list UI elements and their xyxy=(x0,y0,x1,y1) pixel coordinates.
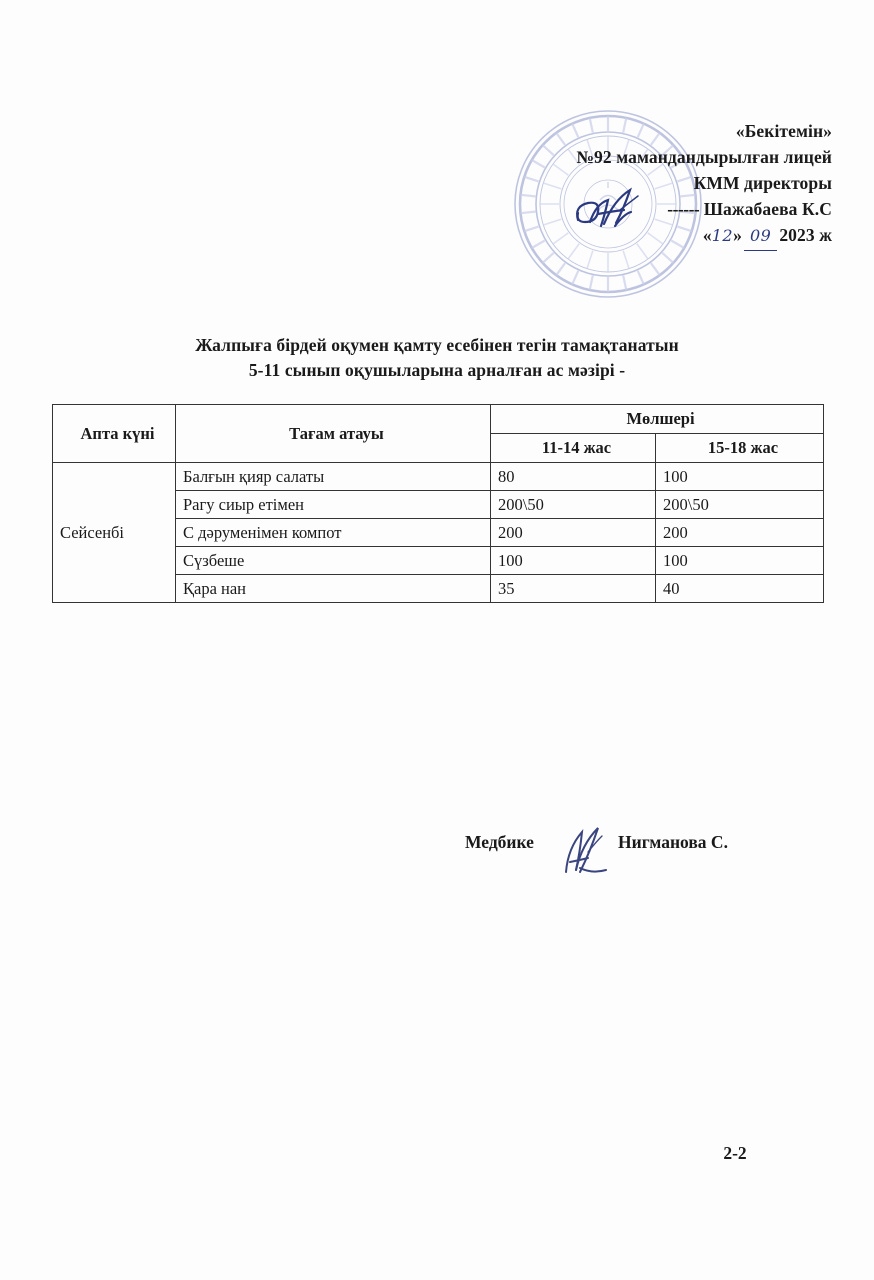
cell-amount-11-14: 35 xyxy=(491,575,656,603)
header-day: Апта күні xyxy=(53,405,176,463)
approval-line-2: №92 мамандандырылған лицей xyxy=(576,147,832,167)
nurse-name: Нигманова С. xyxy=(618,832,728,852)
document-title-line-1: Жалпыға бірдей оқумен қамту есебінен тегін тамақтанатын xyxy=(195,335,679,355)
cell-dish-name: Балғын қияр салаты xyxy=(176,463,491,491)
table-header-row-1 xyxy=(53,405,824,434)
menu-table-head xyxy=(53,405,824,463)
approval-line-1: «Бекітемін» xyxy=(735,121,832,141)
date-close-quote: » xyxy=(733,225,742,245)
document-title-line-2: 5-11 сынып оқушыларына арналған ас мәзірі - xyxy=(248,360,626,380)
date-day-handwritten: 12 xyxy=(711,226,734,245)
cell-amount-11-14: 200 xyxy=(491,519,656,547)
cell-dish-name: Қара нан xyxy=(176,575,491,603)
nurse-role-label: Медбике xyxy=(465,832,534,852)
cell-amount-15-18: 40 xyxy=(656,575,824,603)
cell-amount-15-18: 200 xyxy=(656,519,824,547)
page-number: 2-2 xyxy=(723,1143,747,1163)
approval-date-line xyxy=(430,222,832,251)
nurse-handwritten-signature xyxy=(558,822,626,876)
cell-amount-11-14: 200\50 xyxy=(491,491,656,519)
table-row xyxy=(53,463,824,491)
header-dish: Тағам атауы xyxy=(176,405,491,463)
cell-dish-name: Рагу сиыр етімен xyxy=(176,491,491,519)
cell-dish-name: Сүзбеше xyxy=(176,547,491,575)
cell-amount-11-14: 80 xyxy=(491,463,656,491)
menu-table xyxy=(52,404,824,603)
cell-day-name: Сейсенбі xyxy=(53,463,176,603)
date-open-quote: « xyxy=(702,225,712,245)
cell-amount-15-18: 200\50 xyxy=(656,491,824,519)
cell-amount-15-18: 100 xyxy=(656,547,824,575)
approval-line-3: КММ директоры xyxy=(693,173,832,193)
menu-table-container xyxy=(52,404,823,603)
menu-table-body xyxy=(53,463,824,603)
cell-dish-name: С дәруменімен компот xyxy=(176,519,491,547)
director-name: Шажабаева К.С xyxy=(703,199,832,219)
nurse-signature-block xyxy=(440,828,770,874)
header-age-group-2: 15-18 жас xyxy=(656,434,824,463)
date-month-handwritten: 09 xyxy=(744,223,777,251)
signature-dashes: ------ xyxy=(667,199,700,219)
approval-signature-line xyxy=(430,196,832,222)
cell-amount-15-18: 100 xyxy=(656,463,824,491)
approval-header-block xyxy=(430,118,832,251)
document-title xyxy=(57,333,817,383)
cell-amount-11-14: 100 xyxy=(491,547,656,575)
date-year: 2023 ж xyxy=(779,225,832,245)
header-age-group-1: 11-14 жас xyxy=(491,434,656,463)
header-measure: Мөлшері xyxy=(491,405,824,434)
